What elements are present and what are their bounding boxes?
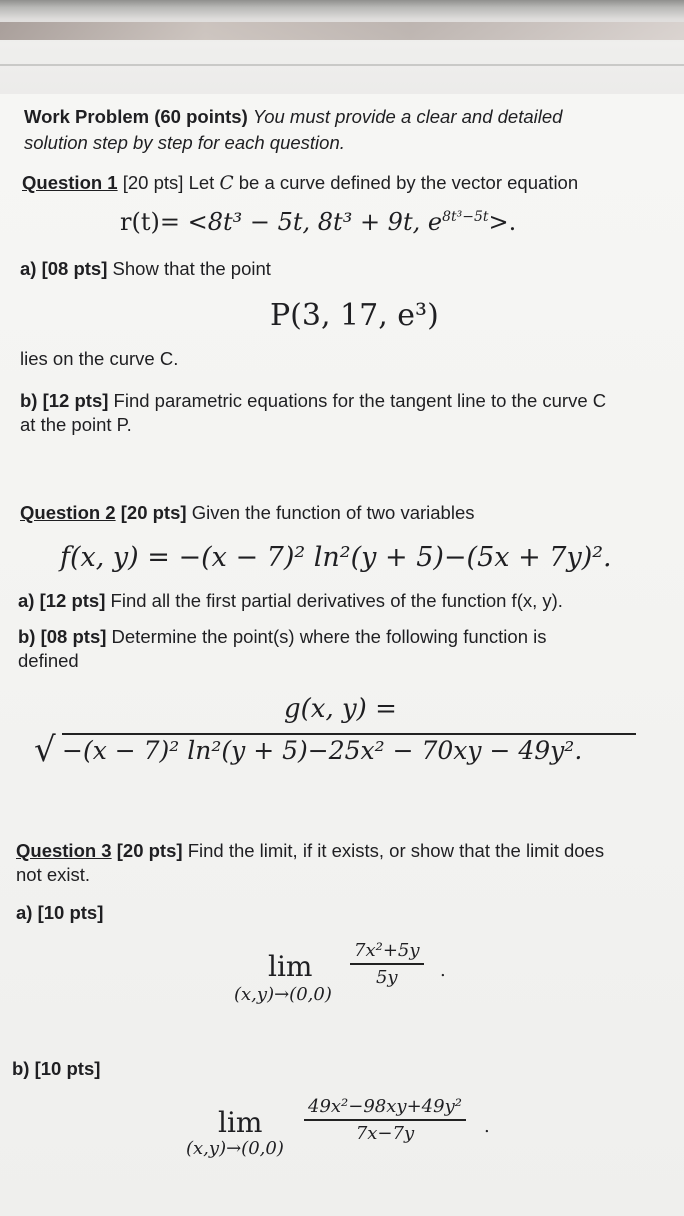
header-title: Work Problem (60 points) <box>24 106 248 127</box>
q3-b-fraction-bar <box>304 1119 466 1121</box>
q1-b-text-1: Find parametric equations for the tangent line to the curve C <box>113 390 607 411</box>
q2-text: Given the function of two variables <box>191 502 475 523</box>
q3-b-lim-sub: (x,y)→(0,0) <box>186 1138 284 1159</box>
q2-b-text-2: defined <box>18 650 79 671</box>
q3-b-period: . <box>484 1116 490 1137</box>
q1-curve-symbol: C <box>219 173 234 194</box>
q1-b-text-2: at the point P. <box>20 414 132 435</box>
q2-a-text: Find all the first partial derivatives of the function f(x, y). <box>110 590 563 611</box>
q3-a-fraction-bar <box>350 963 424 965</box>
q1-b-label: b) [12 pts] <box>20 390 109 411</box>
q1-label: Question 1 <box>22 172 118 193</box>
q3-label: Question 3 <box>16 840 112 861</box>
q2-part-a <box>18 590 563 612</box>
q3-a-fraction <box>350 940 424 988</box>
q3-b-numerator: 49x²−98xy+49y² <box>308 1096 462 1117</box>
q1-a-label: a) [08 pts] <box>20 258 108 279</box>
q3-b-lim: lim <box>218 1106 263 1139</box>
q1-point: P(3, 17, e³) <box>270 298 439 333</box>
q1-a-text: Show that the point <box>112 258 271 279</box>
q2-a-label: a) [12 pts] <box>18 590 106 611</box>
header-line-1 <box>24 106 562 128</box>
q3-a-label: a) [10 pts] <box>16 902 104 923</box>
q3-points: [20 pts] <box>116 840 183 861</box>
q1-eq-exponent: 8t³−5t <box>442 209 489 225</box>
sqrt-overline <box>62 733 636 735</box>
q3-b-denominator: 7x−7y <box>355 1122 415 1144</box>
q3-a-denominator: 5y <box>375 966 398 988</box>
sqrt-symbol: √ <box>34 730 56 770</box>
q2-header <box>20 502 474 524</box>
q3-a-lim: lim <box>268 950 313 983</box>
q1-header <box>22 172 578 194</box>
q2-b-text-1: Determine the point(s) where the following function is <box>111 626 547 647</box>
top-stripe <box>0 22 684 40</box>
q3-a-numerator: 7x²+5y <box>354 940 420 961</box>
q2-g-lhs: g(x, y) = <box>284 694 397 724</box>
header-instructions-2: solution step by step for each question. <box>24 132 345 153</box>
q1-part-b <box>20 390 606 412</box>
q2-part-b <box>18 626 547 648</box>
q1-eq-lhs: r(t)= <box>120 208 180 236</box>
q1-text-before: Let <box>188 172 215 193</box>
q2-function-eq: f(x, y) = −(x − 7)² ln²(y + 5)−(5x + 7y)². <box>60 542 612 573</box>
q3-text-2: not exist. <box>16 864 91 885</box>
q3-a-period: . <box>440 960 446 981</box>
q2-label: Question 2 <box>20 502 116 523</box>
photo-top-edge <box>0 0 684 94</box>
q3-b-label: b) [10 pts] <box>12 1058 101 1079</box>
q1-vector-equation <box>120 208 516 236</box>
q1-eq-end: >. <box>488 208 517 236</box>
q3-header <box>16 840 604 862</box>
top-rule <box>0 64 684 66</box>
q1-lies-text: lies on the curve C. <box>20 348 179 369</box>
q2-b-label: b) [08 pts] <box>18 626 107 647</box>
q3-text-1: Find the limit, if it exists, or show that the limit does <box>187 840 605 861</box>
q2-g-rhs: −(x − 7)² ln²(y + 5)−25x² − 70xy − 49y². <box>62 736 583 765</box>
q3-b-fraction <box>304 1096 466 1144</box>
q3-a-lim-sub: (x,y)→(0,0) <box>234 984 332 1005</box>
q1-points: [20 pts] <box>122 172 184 193</box>
q2-points: [20 pts] <box>120 502 187 523</box>
q1-part-a <box>20 258 271 280</box>
q1-text-after: be a curve defined by the vector equation <box>238 172 579 193</box>
header-instructions-1: You must provide a clear and detailed <box>252 106 563 127</box>
q1-eq-rhs: <8t³ − 5t, 8t³ + 9t, e <box>187 208 443 236</box>
